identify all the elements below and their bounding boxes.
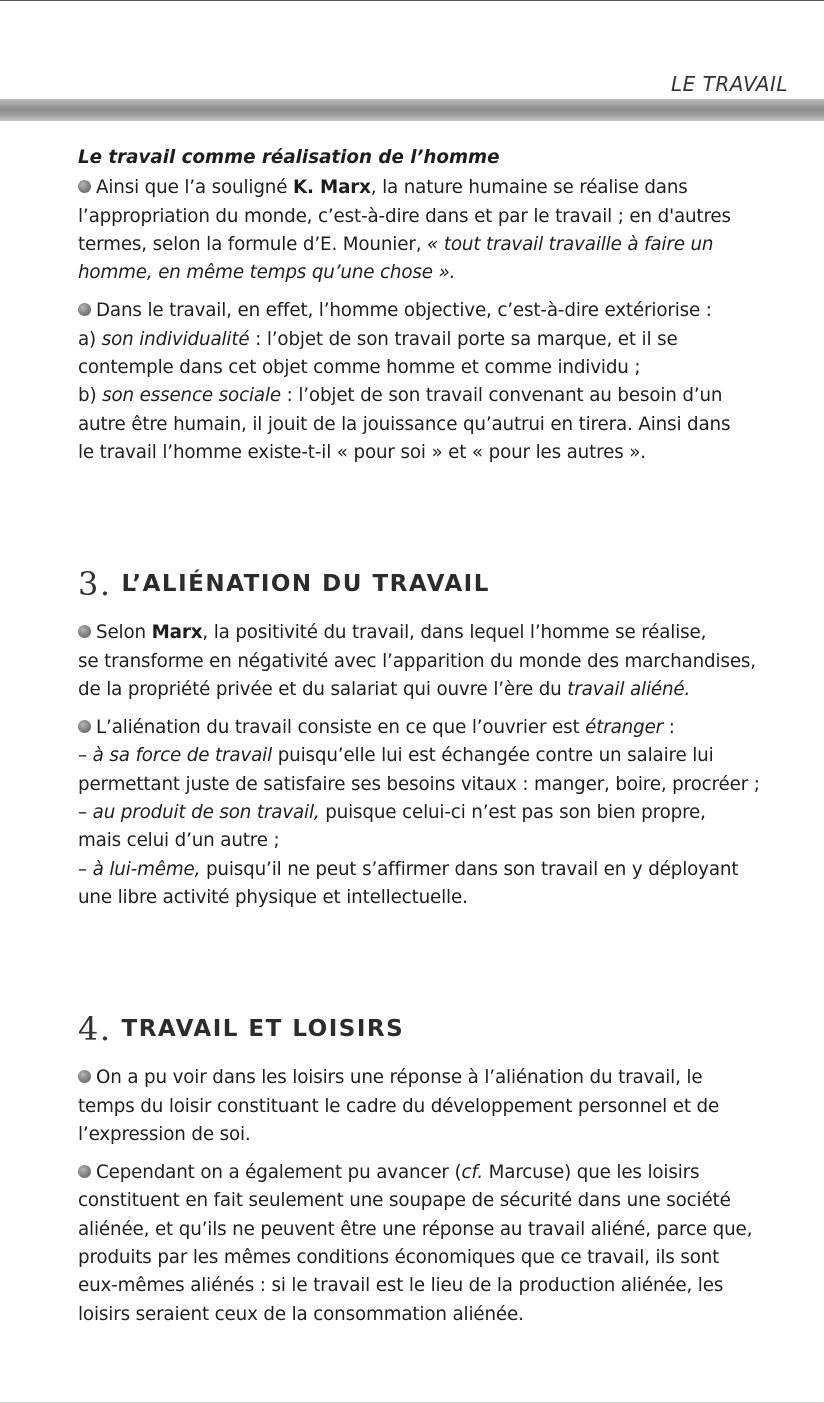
- paragraph: Dans le travail, en effet, l’homme objective, c’est-à-dire extériorise : a) son individualité : l’objet de son travail porte sa marque, et il se contemple dans cet objet comme homme et comme individu ; b) son essence sociale : l’objet de son travail convenant au besoin d’un autre être humain, il jouit de la jouissance qu’autrui en tirera. Ainsi dans le travail l’homme existe-t-il « pour soi » et « pour les autres ».: [78, 300, 731, 463]
- paragraph: L’aliénation du travail consiste en ce que l’ouvrier est étranger : – à sa force de travail puisqu’elle lui est échangée contre un salaire lui permettant juste de satisfaire ses besoins vitaux : manger, boire, procréer ; – au produit de son travail, puisque celui-ci n’est pas son bien propre, mais celui d’un autre ; – à lui-même, puisqu’il ne peut s’affirmer dans son travail en y déployant une libre activité physique et intellectuelle.: [78, 717, 760, 908]
- section-4: [78, 1010, 790, 1329]
- paragraph: On a pu voir dans les loisirs une réponse à l’aliénation du travail, le temps du loisir constituant le cadre du développement personnel et de l’expression de soi.: [78, 1067, 720, 1145]
- bullet-icon: [78, 1165, 91, 1178]
- bullet-icon: [78, 1070, 91, 1083]
- running-header: LE TRAVAIL: [671, 72, 788, 96]
- section-number: 3.: [78, 565, 112, 604]
- paragraph: Cependant on a également pu avancer (cf. Marcuse) que les loisirs constituent en fait seulement une soupape de sécurité dans une société aliénée, et qu’ils ne peuvent être une réponse au travail aliéné, parce que, produits par les mêmes conditions économiques que ce travail, ils sont eux-mêmes aliénés : si le travail est le lieu de la production aliénée, les loisirs seraient ceux de la consommation aliénée.: [78, 1162, 753, 1325]
- section-heading: [78, 565, 790, 603]
- section-title: TRAVAIL ET LOISIRS: [121, 1016, 405, 1043]
- section-heading: [78, 1010, 790, 1048]
- block-realisation: [78, 144, 790, 467]
- section-title: L’ALIÉNATION DU TRAVAIL: [121, 571, 490, 598]
- bullet-icon: [78, 180, 91, 193]
- top-border: [0, 0, 824, 1]
- paragraph: Selon Marx, la positivité du travail, dans lequel l’homme se réalise, se transforme en négativité avec l’apparition du monde des marchandises, de la propriété privée et du salariat qui ouvre l’ère du travail aliéné.: [78, 622, 756, 700]
- section-3: [78, 565, 790, 912]
- paragraph: Ainsi que l’a souligné K. Marx, la nature humaine se réalise dans l’appropriation du monde, c’est-à-dire dans et par le travail ; en d'autres termes, selon la formule d’E. Mounier, « tout travail travaille à faire un homme, en même temps qu’une chose ».: [78, 177, 731, 284]
- section-number: 4.: [78, 1010, 112, 1049]
- bullet-icon: [78, 720, 91, 733]
- header-band: [0, 99, 824, 121]
- bullet-icon: [78, 303, 91, 316]
- block-subtitle: Le travail comme réalisation de l’homme: [78, 147, 500, 168]
- bullet-icon: [78, 625, 91, 638]
- page-content: [78, 144, 790, 1329]
